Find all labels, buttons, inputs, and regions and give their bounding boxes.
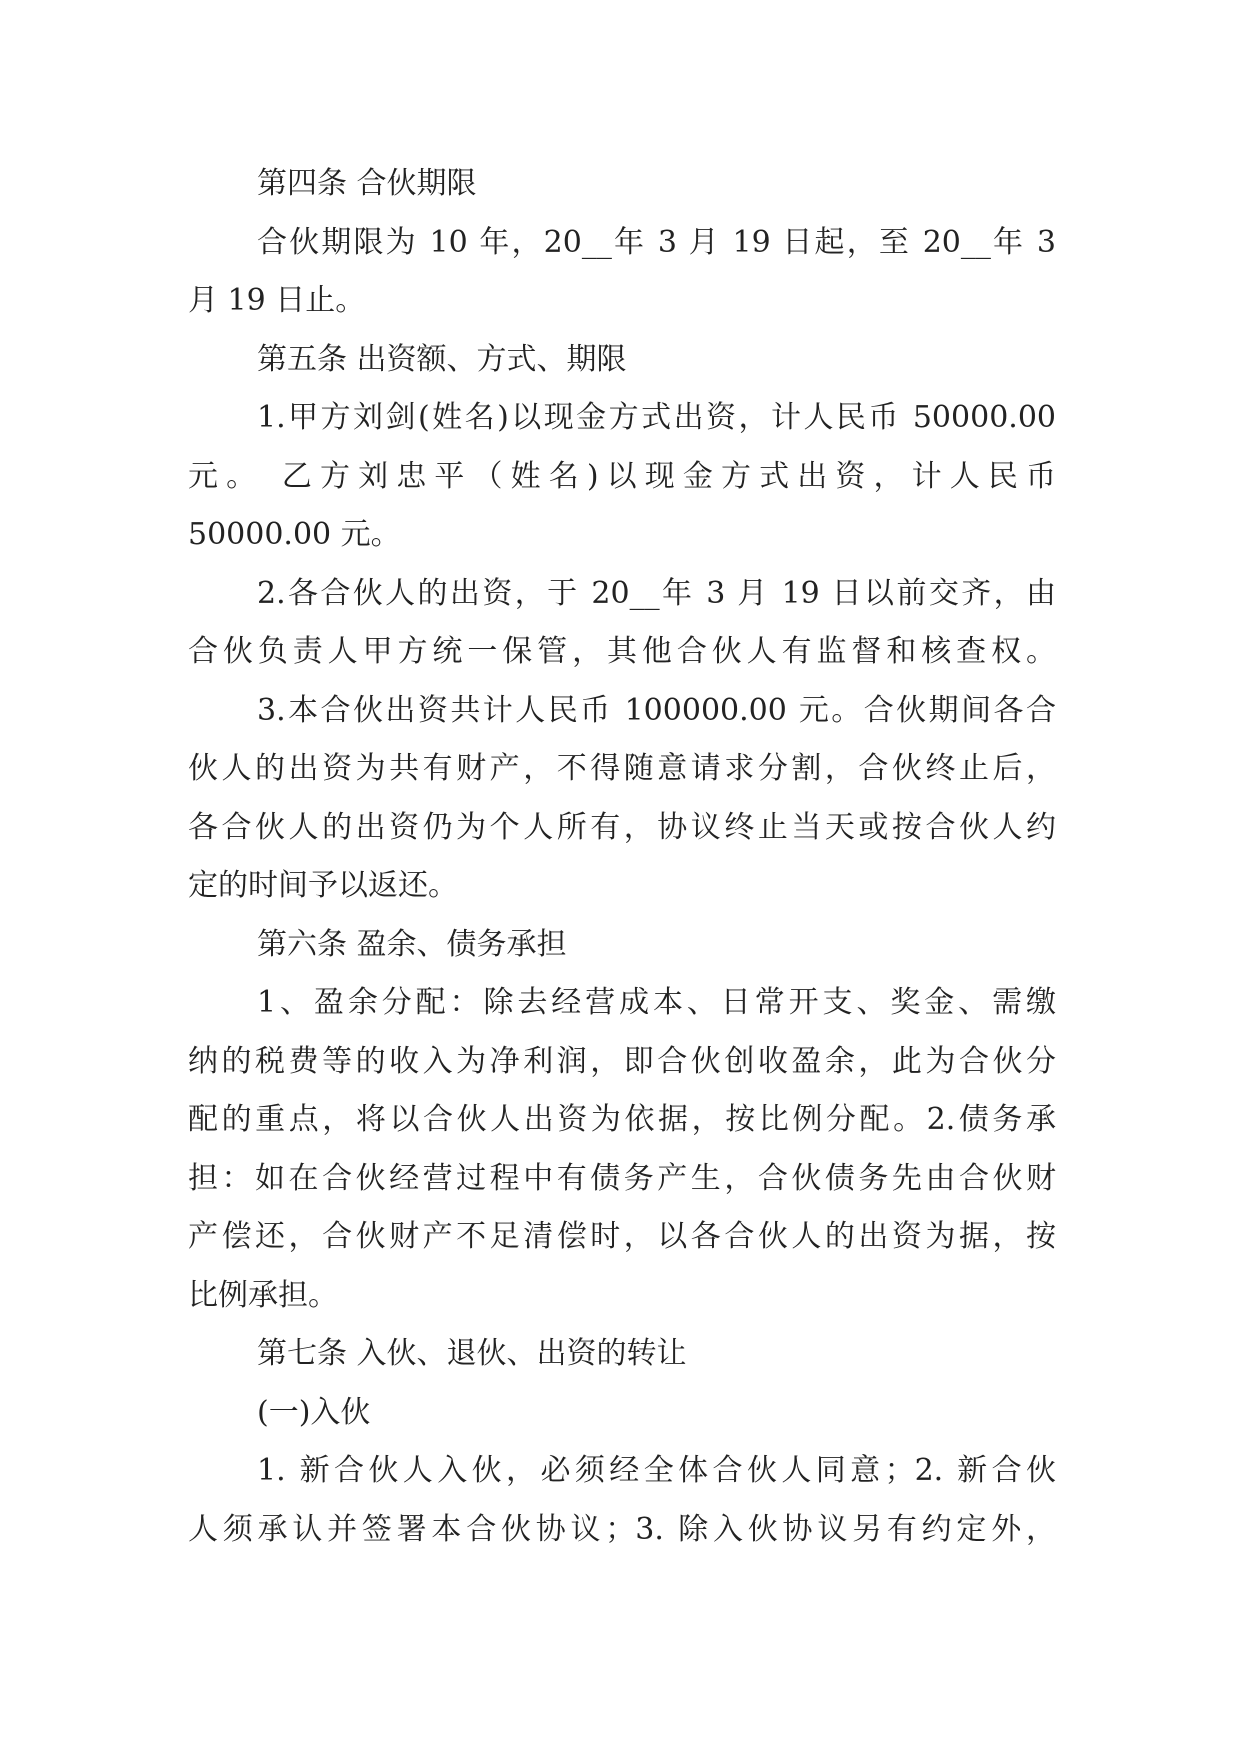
body-line: 比例承担。 — [188, 1277, 338, 1313]
article-7-heading: 第七条 入伙、退伙、出资的转让 — [257, 1336, 687, 1371]
section-heading: (一)入伙 — [257, 1394, 371, 1430]
article-5-heading: 第五条 出资额、方式、期限 — [257, 341, 627, 377]
body-line: 1. 新合伙人入伙，必须经全体合伙人同意；2. 新合伙 — [257, 1453, 1056, 1488]
body-line: 产偿还，合伙财产不足清偿时，以各合伙人的出资为据，按 — [188, 1219, 1056, 1254]
body-line: 伙人的出资为共有财产，不得随意请求分割，合伙终止后， — [188, 751, 1056, 786]
body-line: 纳的税费等的收入为净利润，即合伙创收盈余，此为合伙分 — [188, 1043, 1056, 1079]
body-line: 担：如在合伙经营过程中有债务产生，合伙债务先由合伙财 — [188, 1160, 1056, 1196]
body-line: 配的重点，将以合伙人出资为依据，按比例分配。2.债务承 — [188, 1102, 1056, 1137]
body-line: 1、盈余分配：除去经营成本、日常开支、奖金、需缴 — [257, 985, 1056, 1020]
body-line: 元。 乙方刘忠平（姓名)以现金方式出资，计人民币 — [188, 458, 1056, 494]
article-6-heading: 第六条 盈余、债务承担 — [257, 926, 567, 962]
body-line: 1.甲方刘剑(姓名)以现金方式出资，计人民币 50000.00 — [257, 400, 1056, 435]
body-line: 定的时间予以返还。 — [188, 868, 458, 903]
body-line: 合伙期限为 10 年，20__年 3 月 19 日起，至 20__年 3 — [257, 224, 1056, 260]
body-line: 3.本合伙出资共计人民币 100000.00 元。合伙期间各合 — [257, 692, 1056, 728]
body-line: 各合伙人的出资仍为个人所有，协议终止当天或按合伙人约 — [188, 809, 1056, 845]
body-line: 合伙负责人甲方统一保管，其他合伙人有监督和核查权。 — [188, 634, 1056, 669]
document-body — [188, 155, 1056, 1559]
body-line: 2.各合伙人的出资，于 20__年 3 月 19 日以前交齐，由 — [257, 575, 1056, 611]
article-4-heading: 第四条 合伙期限 — [257, 166, 477, 201]
body-line: 月 19 日止。 — [188, 283, 366, 318]
body-line: 50000.00 元。 — [188, 517, 401, 552]
body-line: 人须承认并签署本合伙协议；3. 除入伙协议另有约定外， — [188, 1511, 1056, 1547]
